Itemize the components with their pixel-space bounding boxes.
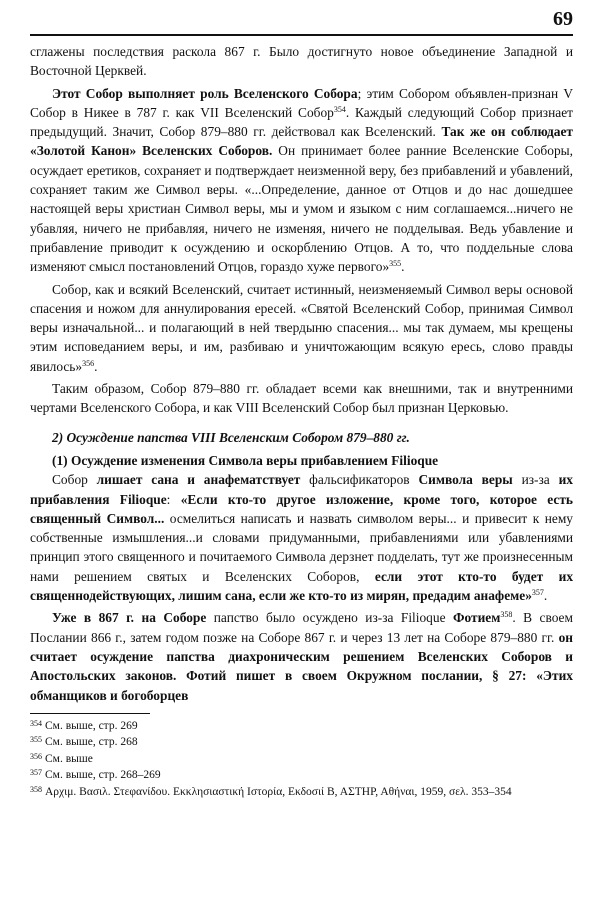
footnote: $^{358}$ Αρχιμ. Βασιλ. Στεφανίδου. Εκκλησιαστική Ιστορία, Εκδοσιί Β, ΑΣΤΗΡ, Αθήναι, 1959, σελ. 353–354 bbox=[30, 784, 512, 798]
footnote-ref: 355 bbox=[389, 259, 402, 269]
page-number: 69 bbox=[553, 8, 573, 30]
footnote-ref: 356 bbox=[82, 358, 95, 368]
footnote-ref: 357 bbox=[531, 588, 544, 598]
paragraph: сглажены последствия раскола 867 г. Было достигнуто новое объединение Западной и Восточной Церквей. bbox=[30, 44, 573, 79]
paragraph: Собор, как и всякий Вселенский, считает истинный, неизменяемый Символ веры основой спасения и ножом для аннулирования ересей. «Святой Вселенский Собор, принимая Символ веры изначальной... и полагающий в ней твердыню спасения... мы так думаем, мы крещены этим исповеданием веры, и им, разбиваю и уничтожающим всякую ересь, слово правды явилось»$^{356}$. bbox=[30, 281, 573, 374]
paragraph: Уже в 867 г. на Соборе папство было осуждено из-за Filioque Фотием$^{358}$. В своем Послании 866 г., затем годом позже на Соборе 867 г. и через 13 лет на Соборе 879–880 гг. он считает осуждение папства диахроническим решением Вселенских Соборов и Апостольских законов. Фотий пишет в своем Окружном послании, § 27: «Этих обманщиков и богоборцев bbox=[30, 610, 573, 703]
footnote: $^{356}$ См. выше bbox=[30, 751, 93, 765]
footnotes bbox=[30, 717, 573, 800]
section-heading: 2) Осуждение папства VIII Вселенским Собором 879–880 гг. bbox=[52, 429, 410, 445]
footnote: $^{355}$ См. выше, стр. 268 bbox=[30, 735, 138, 749]
page-body bbox=[30, 42, 573, 705]
paragraph: Таким образом, Собор 879–880 гг. обладает всеми как внешними, так и внутренними чертами Вселенского Собора, и как VIII Вселенский Собор был признан Церковью. bbox=[30, 381, 573, 416]
page-header bbox=[30, 10, 573, 36]
footnote-ref: 358 bbox=[500, 610, 513, 620]
footnote-ref: 354 bbox=[333, 104, 346, 114]
subsection-heading: (1) Осуждение изменения Символа веры прибавлением Filioque bbox=[52, 452, 439, 468]
paragraph: Этот Собор выполняет роль Вселенского Собора; этим Собором объявлен-признан V Собор в Никее в 787 г. как VII Вселенский Собор$^{354}$. Каждый следующий Собор признает предыдущий. Значит, Собор 879–880 гг. действовал как Вселенский. Так же он соблюдает «Золотой Канон» Вселенских Соборов. Он принимает более ранние Вселенские Соборы, осуждает еретиков, сохраняет и подтверждает неизменной веру, без прибавлений и убавлений, сохраняет таким же Символ веры. «...Определение, данное от Отцов и до нас дошедшее настоящей веры христиан Символ веры, мы и умом и языком с ним соглашаемся...ничего не убавляя, ничего не прибавляя, ничего не изменяя, ничего не подделывая. Ведь убавление и прибавление приводит к осуждению и оскорблению Отцов. А то, что поддельные слова изменяют смысл постановлений Отцов, гораздо хуже первого»$^{355}$. bbox=[30, 85, 573, 275]
footnote-divider bbox=[30, 713, 150, 714]
page bbox=[30, 10, 573, 799]
footnote: $^{354}$ См. выше, стр. 269 bbox=[30, 718, 138, 732]
footnote: $^{357}$ См. выше, стр. 268–269 bbox=[30, 768, 161, 782]
paragraph: Собор лишает сана и анафематствует фальсификаторов Символа веры из-за их прибавления Filioque: «Если кто-то другое изложение, кроме того, которое есть священный Символ... осмелиться написать и назвать символом веры... и привесит к нему собственные измышления...и словами придуманными, прибавлениями или убавлениями принцип этого священного и почитаемого Символа дерзнет подделать, тут же произнесенным нами решением святых и Вселенских Соборов, если этот кто-то будет их священнодействующих, лишим сана, если же кто-то из мирян, предадим анафеме»$^{357}$. bbox=[30, 472, 574, 604]
